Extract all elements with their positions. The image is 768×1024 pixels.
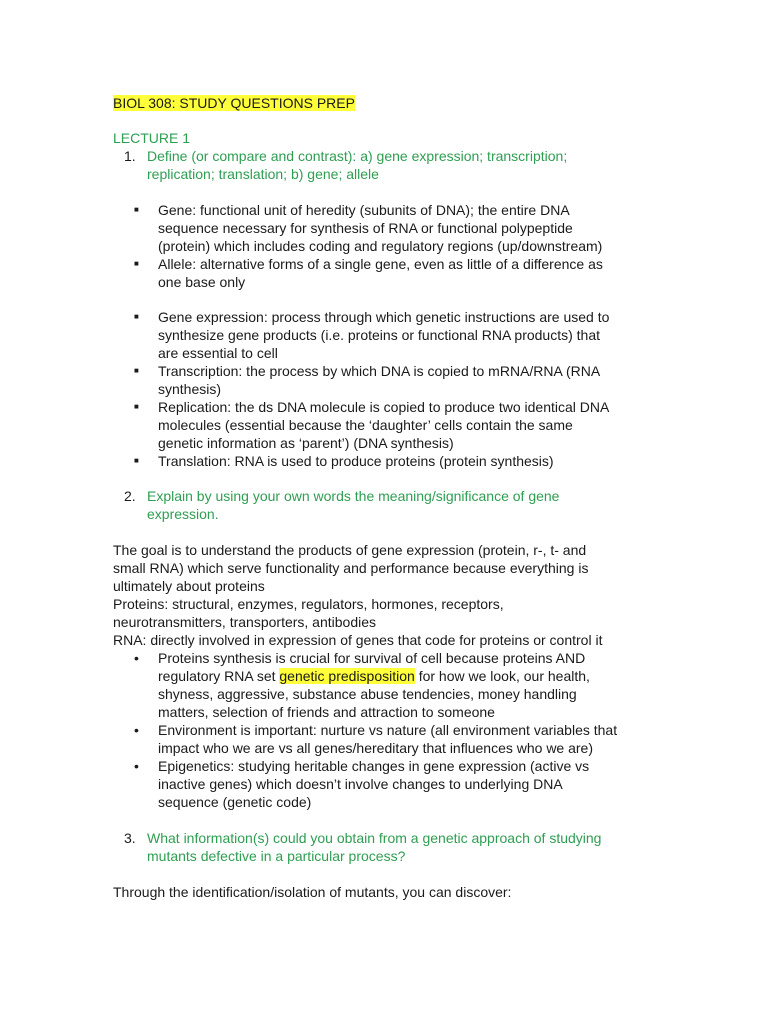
paragraph-line: ultimately about proteins xyxy=(113,578,265,594)
question-3 xyxy=(124,829,684,865)
paragraph-line: Proteins: structural, enzymes, regulators, hormones, receptors, xyxy=(113,596,504,612)
round-bullet-icon: • xyxy=(134,758,139,774)
question-number: 3. xyxy=(124,830,136,846)
question-text: Define (or compare and contrast): a) gene expression; transcription; xyxy=(147,148,568,164)
question-text: mutants defective in a particular process? xyxy=(147,848,406,864)
list-item-text: matters, selection of friends and attraction to someone xyxy=(158,704,495,720)
list-item-text: synthesis) xyxy=(158,381,222,397)
list-item-text: inactive genes) which doesn’t involve changes to underlying DNA xyxy=(158,776,563,792)
paragraph-line: RNA: directly involved in expression of genes that code for proteins or control it xyxy=(113,632,603,648)
list-item-text: molecules (essential because the ‘daughter’ cells contain the same xyxy=(158,417,573,433)
closing-line: Through the identification/isolation of mutants, you can discover: xyxy=(113,884,512,900)
list-item xyxy=(134,255,654,291)
question-text: What information(s) could you obtain from a genetic approach of studying xyxy=(147,830,602,846)
question-1 xyxy=(124,147,684,183)
list-item-text: shyness, aggressive, substance abuse tendencies, money handling xyxy=(158,686,577,702)
list-item xyxy=(134,308,654,362)
list-item-text: Proteins synthesis is crucial for survival of cell because proteins AND xyxy=(158,650,586,666)
list-item-text: Epigenetics: studying heritable changes in gene expression (active vs xyxy=(158,758,590,774)
list-item-text: Gene expression: process through which genetic instructions are used to xyxy=(158,309,610,325)
question-text: expression. xyxy=(147,506,219,522)
list-item-text: genetic information as ‘parent’) (DNA synthesis) xyxy=(158,435,454,451)
square-bullet-icon: ■ xyxy=(134,259,139,268)
round-bullet-icon: • xyxy=(134,650,139,666)
round-bullet-icon: • xyxy=(134,722,139,738)
paragraph-line: small RNA) which serve functionality and performance because everything is xyxy=(113,560,589,576)
document-title xyxy=(113,94,355,112)
list-item-text: Replication: the ds DNA molecule is copied to produce two identical DNA xyxy=(158,399,610,415)
list-item-text: Transcription: the process by which DNA is copied to mRNA/RNA (RNA xyxy=(158,363,601,379)
square-bullet-icon: ■ xyxy=(134,366,139,375)
list-item-text: (protein) which includes coding and regulatory regions (up/downstream) xyxy=(158,238,603,254)
list-item-text: one base only xyxy=(158,274,246,290)
title-highlight: BIOL 308: STUDY QUESTIONS PREP xyxy=(113,95,355,111)
question-text: Explain by using your own words the meaning/significance of gene xyxy=(147,488,560,504)
list-item-text: sequence (genetic code) xyxy=(158,794,312,810)
square-bullet-icon: ■ xyxy=(134,402,139,411)
list-item-text: Translation: RNA is used to produce proteins (protein synthesis) xyxy=(158,453,554,469)
list-item xyxy=(134,362,654,398)
square-bullet-icon: ■ xyxy=(134,312,139,321)
list-item xyxy=(134,757,654,811)
list-item xyxy=(134,721,654,757)
question-number: 2. xyxy=(124,488,136,504)
highlighted-term: genetic predisposition xyxy=(279,668,415,684)
list-item-text: regulatory RNA set genetic predisposition for how we look, our health, xyxy=(158,668,590,684)
list-item xyxy=(134,452,654,470)
list-item-text: Gene: functional unit of heredity (subunits of DNA); the entire DNA xyxy=(158,202,570,218)
list-item-text: Allele: alternative forms of a single gene, even as little of a difference as xyxy=(158,256,603,272)
square-bullet-icon: ■ xyxy=(134,456,139,465)
lecture-heading: LECTURE 1 xyxy=(113,130,191,146)
paragraph-line: The goal is to understand the products of gene expression (protein, r-, t- and xyxy=(113,542,587,558)
list-item xyxy=(134,201,654,255)
question-2 xyxy=(124,487,684,523)
list-item-text: are essential to cell xyxy=(158,345,278,361)
list-item-text: Environment is important: nurture vs nature (all environment variables that xyxy=(158,722,618,738)
question-text: replication; translation; b) gene; allele xyxy=(147,166,379,182)
list-item-text: synthesize gene products (i.e. proteins or functional RNA products) that xyxy=(158,327,601,343)
list-item xyxy=(134,398,654,452)
list-item-text: impact who we are vs all genes/hereditary that influences who we are) xyxy=(158,740,593,756)
question-number: 1. xyxy=(124,148,136,164)
list-item xyxy=(134,649,654,721)
paragraph-line: neurotransmitters, transporters, antibodies xyxy=(113,614,377,630)
square-bullet-icon: ■ xyxy=(134,205,139,214)
list-item-text: sequence necessary for synthesis of RNA or functional polypeptide xyxy=(158,220,573,236)
goal-paragraph xyxy=(113,541,633,649)
